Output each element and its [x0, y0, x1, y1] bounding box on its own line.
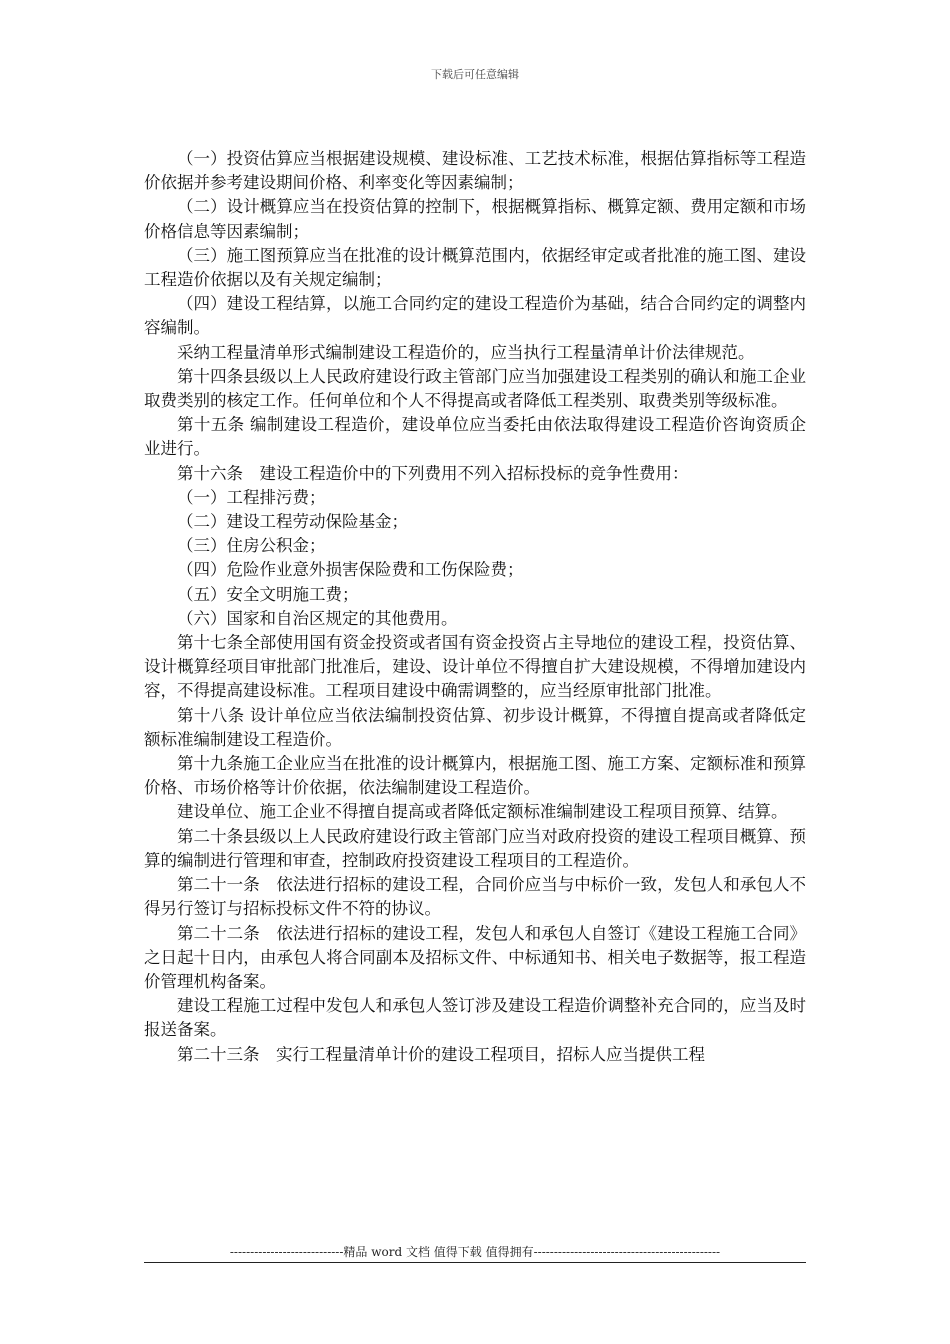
footer-text: ----------------------------精品 word 文档 值得下载 值得拥有---------------------------------------------- — [229, 1245, 721, 1259]
paragraph: （三）施工图预算应当在批准的设计概算范围内，依据经审定或者批准的施工图、建设工程造价依据以及有关规定编制； — [144, 245, 806, 290]
list-item: （一）工程排污费； — [177, 487, 326, 507]
paragraph: 第十四条县级以上人民政府建设行政主管部门应当加强建设工程类别的确认和施工企业取费类别的核定工作。任何单位和个人不得提高或者降低工程类别、取费类别等级标准。 — [144, 366, 806, 411]
list-item: （五）安全文明施工费； — [177, 584, 359, 604]
paragraph: 第二十三条 实行工程量清单计价的建设工程项目，招标人应当提供工程 — [177, 1044, 705, 1064]
paragraph: 采纳工程量清单形式编制建设工程造价的，应当执行工程量清单计价法律规范。 — [177, 342, 755, 362]
document-body — [144, 147, 806, 1067]
paragraph: （四）建设工程结算，以施工合同约定的建设工程造价为基础，结合合同约定的调整内容编制。 — [144, 294, 806, 338]
paragraph: 建设工程施工过程中发包人和承包人签订涉及建设工程造价调整补充合同的，应当及时报送备案。 — [144, 996, 806, 1040]
paragraph: （一）投资估算应当根据建设规模、建设标准、工艺技术标准，根据估算指标等工程造价依据并参考建设期间价格、利率变化等因素编制； — [144, 149, 806, 193]
paragraph: 第十八条 设计单位应当依法编制投资估算、初步设计概算，不得擅自提高或者降低定额标准编制建设工程造价。 — [144, 705, 806, 749]
paragraph: 第二十条县级以上人民政府建设行政主管部门应当对政府投资的建设工程项目概算、预算的编制进行管理和审查，控制政府投资建设工程项目的工程造价。 — [144, 826, 806, 870]
list-item: （六）国家和自治区规定的其他费用。 — [177, 608, 458, 628]
paragraph: 建设单位、施工企业不得擅自提高或者降低定额标准编制建设工程项目预算、结算。 — [177, 802, 788, 822]
footer-divider — [144, 1262, 806, 1263]
list-item: （三）住房公积金； — [177, 536, 326, 556]
list-item: （二）建设工程劳动保险基金； — [177, 512, 408, 532]
list-item: （四）危险作业意外损害保险费和工伤保险费； — [177, 560, 524, 580]
paragraph: 第十九条施工企业应当在批准的设计概算内，根据施工图、施工方案、定额标准和预算价格、市场价格等计价依据，依法编制建设工程造价。 — [144, 754, 806, 798]
paragraph: 第二十二条 依法进行招标的建设工程，发包人和承包人自签订《建设工程施工合同》之日起十日内，由承包人将合同副本及招标文件、中标通知书、相关电子数据等，报工程造价管理机构备案。 — [144, 923, 806, 991]
paragraph: 第二十一条 依法进行招标的建设工程，合同价应当与中标价一致，发包人和承包人不得另行签订与招标投标文件不符的协议。 — [144, 875, 806, 919]
paragraph: 第十五条 编制建设工程造价，建设单位应当委托由依法取得建设工程造价咨询资质企业进行。 — [144, 415, 806, 459]
header-note: 下载后可任意编辑 — [431, 68, 519, 81]
paragraph: 第十六条 建设工程造价中的下列费用不列入招标投标的竞争性费用： — [177, 463, 689, 483]
paragraph: （二）设计概算应当在投资估算的控制下，根据概算指标、概算定额、费用定额和市场价格信息等因素编制； — [144, 197, 806, 241]
paragraph: 第十七条全部使用国有资金投资或者国有资金投资占主导地位的建设工程，投资估算、设计概算经项目审批部门批准后，建设、设计单位不得擅自扩大建设规模，不得增加建设内容，不得提高建设标准。工程项目建设中确需调整的，应当经原审批部门批准。 — [144, 633, 806, 701]
